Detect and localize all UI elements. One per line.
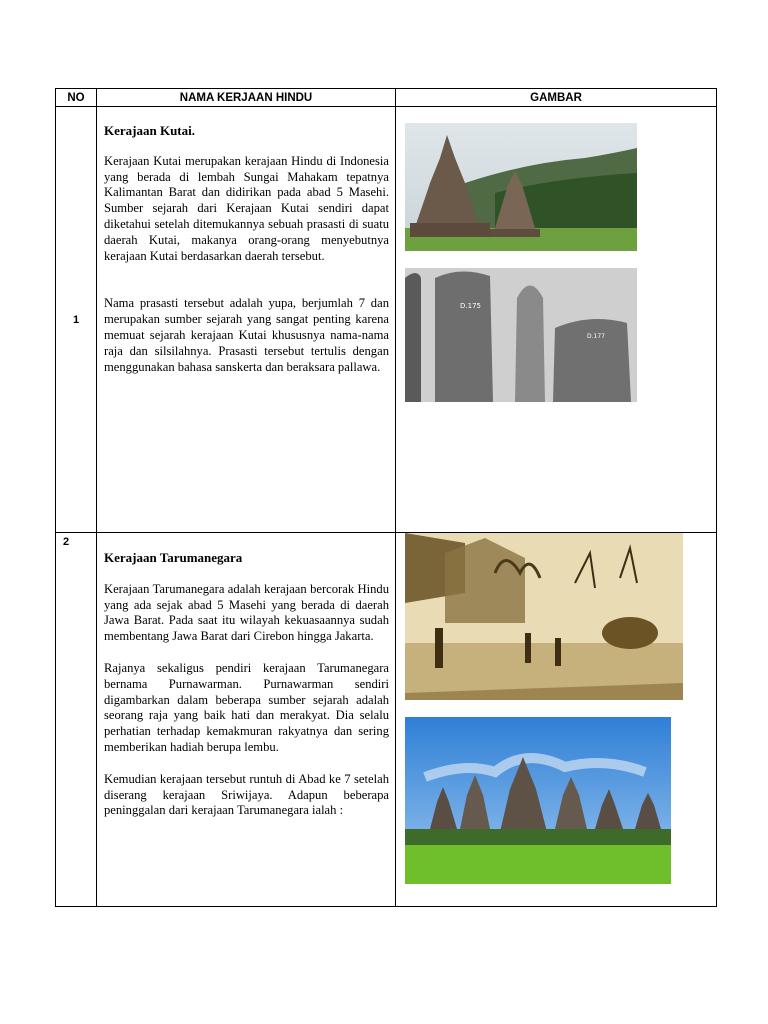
paragraph: Kerajaan Tarumanegara adalah kerajaan bercorak Hindu yang ada sejak abad 5 Masehi yang berada di daerah Jawa Barat. Pada saat itu wilayah kekuasaannya sudah membentang Jawa Barat dari Cirebon hingga Jakarta. [104, 581, 389, 644]
header-no: NO [56, 89, 97, 107]
row-description [97, 533, 396, 907]
svg-text:D.175: D.175 [460, 302, 481, 310]
table-row [56, 107, 717, 533]
paragraph: Kerajaan Kutai merupakan kerajaan Hindu di Indonesia yang berada di lembah Sungai Mahakam tepatnya Kalimantan Barat dan didirikan pada abad 5 Masehi. Sumber sejarah dari Kerajaan Kutai sendiri dapat diketahui setelah ditemukannya sebuah prasasti di suatu daerah Kutai, makanya orang-orang menyebutnya kerajaan Kutai berdasarkan daerah tersebut. [104, 153, 389, 263]
svg-text:D.177: D.177 [587, 333, 605, 340]
paragraph: Nama prasasti tersebut adalah yupa, berjumlah 7 dan merupakan sumber sejarah yang sangat penting karena memuat sejarah kerajaan Kutai khususnya nama-nama raja dan silsilahnya. Prasasti tersebut tertulis dengan menggunakan bahasa sanskerta dan beraksara pallawa. [104, 296, 389, 374]
row-images [396, 533, 717, 907]
row-number: 1 [56, 107, 97, 533]
row-images [396, 107, 717, 533]
prambanan-temple-photo [405, 717, 671, 884]
table-header-row [56, 89, 717, 107]
paragraph: Rajanya sekaligus pendiri kerajaan Tarumanegara bernama Purnawarman. Purnawarman sendiri digambarkan dalam beberapa sumber sejarah adalah seorang raja yang baik hati dan merakyat. Dia selalu perhatian terhadap kemakmuran rakyatnya dan sering memberikan hadiah berupa lembu. [104, 660, 389, 754]
table-row [56, 533, 717, 907]
kingdom-title: Kerajaan Tarumanegara [104, 550, 243, 565]
engraving-illustration [405, 533, 683, 700]
header-image: GAMBAR [396, 89, 717, 107]
yupa-inscription-photo [405, 268, 637, 402]
paragraph: Kemudian kerajaan tersebut runtuh di Abad ke 7 setelah diserang kerajaan Sriwijaya. Adapun beberapa peninggalan dari kerajaan Tarumanegara ialah : [104, 771, 389, 818]
kingdom-title: Kerajaan Kutai. [104, 123, 195, 138]
temple-photo [405, 123, 637, 251]
kingdom-table [55, 88, 717, 907]
header-name: NAMA KERJAAN HINDU [97, 89, 396, 107]
row-number: 2 [56, 533, 97, 907]
row-description [97, 107, 396, 533]
